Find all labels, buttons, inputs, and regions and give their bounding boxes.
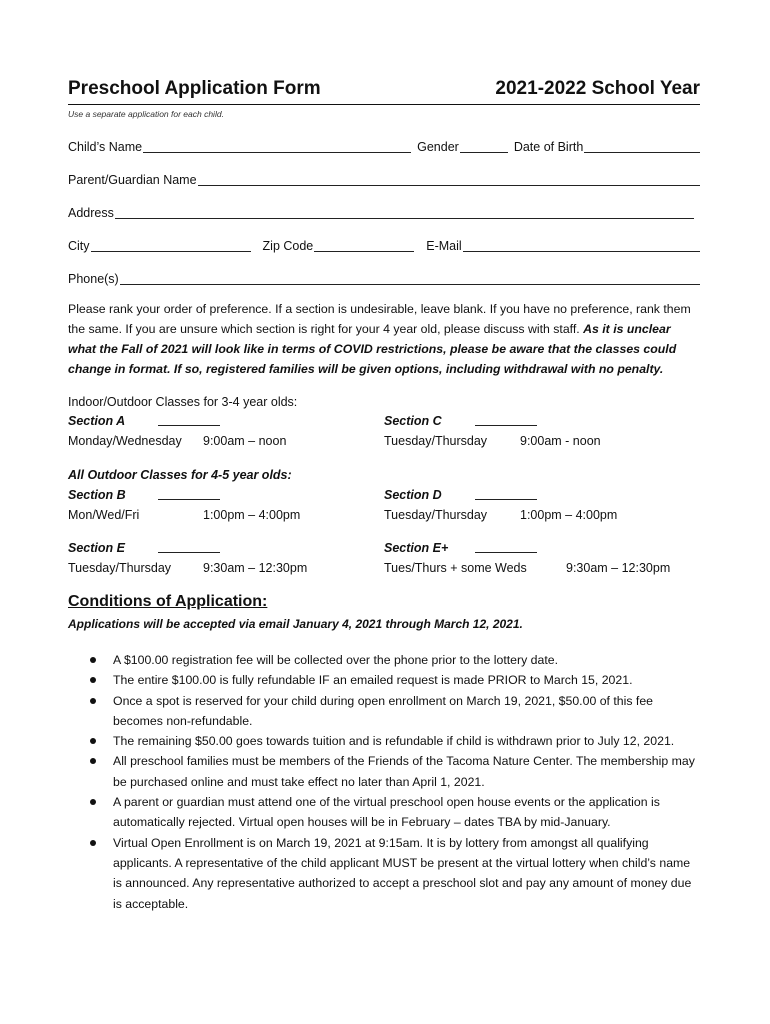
- email-field[interactable]: [463, 237, 700, 252]
- section-c-days: Tuesday/Thursday: [384, 434, 488, 448]
- section-b-label: Section B: [68, 488, 126, 502]
- dob-label: Date of Birth: [513, 140, 584, 154]
- child-name-field[interactable]: [143, 138, 411, 153]
- section-e-plus-days: Tues/Thurs + some Weds: [384, 561, 527, 575]
- city-row: [68, 235, 700, 253]
- list-item: [68, 691, 700, 732]
- section-c-rank-field[interactable]: [475, 413, 537, 426]
- parent-name-label: Parent/Guardian Name: [68, 173, 197, 187]
- list-item: [68, 650, 700, 670]
- list-item: [68, 731, 700, 751]
- gender-label: Gender: [417, 140, 459, 154]
- condition-text: The entire $100.00 is fully refundable IF an emailed request is made PRIOR to March 15, 2021.: [113, 673, 633, 688]
- list-item: [68, 751, 700, 792]
- outdoor-heading: All Outdoor Classes for 4-5 year olds:: [68, 468, 292, 482]
- title-row: [68, 78, 700, 105]
- dob-field[interactable]: [584, 138, 700, 153]
- conditions-dates: Applications will be accepted via email January 4, 2021 through March 12, 2021.: [68, 617, 523, 631]
- bullet-icon: [90, 657, 96, 663]
- gender-field[interactable]: [460, 138, 508, 153]
- section-a-time: 9:00am – noon: [203, 434, 287, 448]
- parent-name-field[interactable]: [198, 171, 700, 186]
- preference-text: Please rank your order of preference. If a section is undesirable, leave blank. If you have no preference, rank them the same. If you are unsure which section is right for your 4 year old, please discuss with staff.: [68, 302, 691, 336]
- section-e-time: 9:30am – 12:30pm: [203, 561, 308, 575]
- section-d-time: 1:00pm – 4:00pm: [520, 508, 618, 522]
- condition-text: The remaining $50.00 goes towards tuition and is refundable if child is withdrawn prior to July 12, 2021.: [113, 734, 675, 749]
- form-title: Preschool Application Form: [68, 78, 321, 99]
- section-b-days: Mon/Wed/Fri: [68, 508, 140, 522]
- condition-text: Once a spot is reserved for your child during open enrollment on March 19, 2021, $50.00 of this fee becomes non-refundable.: [113, 693, 654, 728]
- section-d-rank-field[interactable]: [475, 487, 537, 500]
- phone-row: [68, 268, 700, 286]
- bullet-icon: [90, 758, 96, 764]
- list-item: [68, 833, 700, 914]
- list-item: [68, 670, 700, 690]
- preference-paragraph: [68, 299, 700, 379]
- list-item: [68, 792, 700, 833]
- condition-text: All preschool families must be members of the Friends of the Tacoma Nature Center. The membership may be purchased online and must take effect no later than April 1, 2021.: [113, 754, 695, 789]
- email-label: E-Mail: [426, 239, 462, 253]
- section-d-label: Section D: [384, 488, 442, 502]
- school-year: 2021-2022 School Year: [495, 78, 700, 99]
- conditions-list: [68, 650, 700, 914]
- phone-label: Phone(s): [68, 272, 119, 286]
- section-d-days: Tuesday/Thursday: [384, 508, 488, 522]
- parent-row: [68, 169, 700, 187]
- conditions-title: Conditions of Application:: [68, 593, 268, 610]
- city-field[interactable]: [91, 237, 251, 252]
- section-c-label: Section C: [384, 414, 442, 428]
- zip-field[interactable]: [314, 237, 414, 252]
- address-label: Address: [68, 206, 114, 220]
- section-a-days: Monday/Wednesday: [68, 434, 182, 448]
- section-c-time: 9:00am - noon: [520, 434, 601, 448]
- condition-text: Virtual Open Enrollment is on March 19, 2021 at 9:15am. It is by lottery from amongst all qualifying applicants. A representative of the child applicant MUST be present at the virtual lottery when child’s name is announced. Any representative authorized to accept a preschool slot and pay any amount of money due is acceptable.: [113, 835, 692, 911]
- indoor-heading: Indoor/Outdoor Classes for 3-4 year olds:: [68, 395, 298, 409]
- separate-application-note: Use a separate application for each child.: [68, 109, 224, 119]
- section-a-rank-field[interactable]: [158, 413, 220, 426]
- bullet-icon: [90, 698, 96, 704]
- condition-text: A parent or guardian must attend one of the virtual preschool open house events or the application is automatically rejected. Virtual open houses will be in February – dates TBA by mid-January.: [113, 795, 660, 830]
- condition-text: A $100.00 registration fee will be collected over the phone prior to the lottery date.: [113, 653, 559, 667]
- covid-notice: As it is unclear what the Fall of 2021 will look like in terms of COVID restrictions, please be aware that the classes could change in format. If so, registered families will be given options, including withdrawal with no penalty.: [68, 322, 677, 376]
- section-e-label: Section E: [68, 541, 125, 555]
- section-e-days: Tuesday/Thursday: [68, 561, 172, 575]
- city-label: City: [68, 239, 90, 253]
- phone-field[interactable]: [120, 270, 700, 285]
- section-e-plus-label: Section E+: [384, 541, 449, 555]
- section-a-label: Section A: [68, 414, 126, 428]
- bullet-icon: [90, 738, 96, 744]
- bullet-icon: [90, 677, 96, 683]
- child-name-label: Child’s Name: [68, 140, 143, 154]
- bullet-icon: [90, 799, 96, 805]
- child-info-row: [68, 136, 700, 154]
- section-e-plus-time: 9:30am – 12:30pm: [566, 561, 671, 575]
- bullet-icon: [90, 840, 96, 846]
- address-field[interactable]: [115, 204, 694, 219]
- section-b-time: 1:00pm – 4:00pm: [203, 508, 301, 522]
- section-b-rank-field[interactable]: [158, 487, 220, 500]
- section-e-rank-field[interactable]: [158, 540, 220, 553]
- zip-label: Zip Code: [262, 239, 314, 253]
- section-e-plus-rank-field[interactable]: [475, 540, 537, 553]
- address-row: [68, 202, 700, 220]
